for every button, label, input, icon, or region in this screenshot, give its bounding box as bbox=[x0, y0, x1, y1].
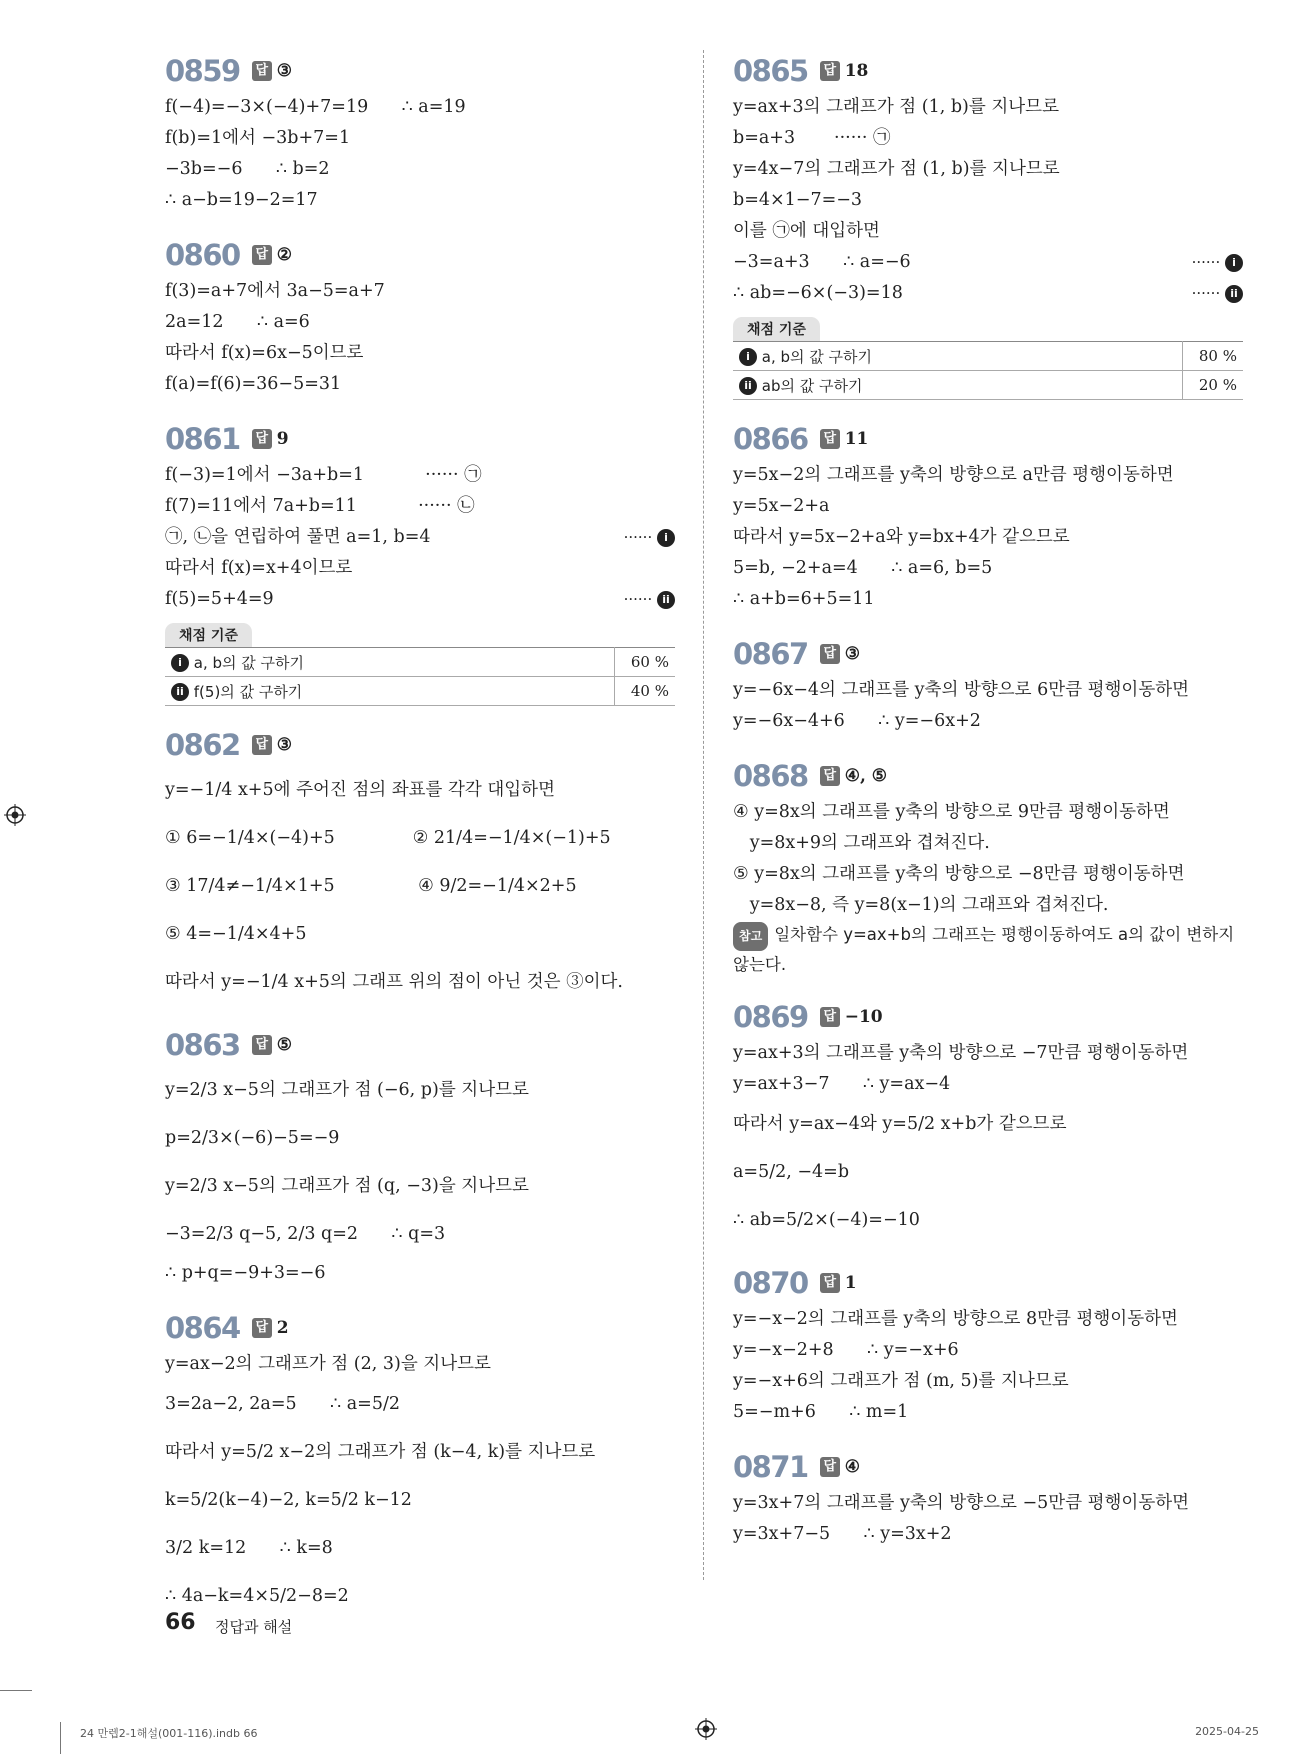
problem-header bbox=[733, 50, 1243, 92]
step-marker bbox=[1192, 278, 1243, 309]
answer-badge: 답 bbox=[252, 245, 272, 265]
solution-line bbox=[165, 958, 675, 1006]
solution-text: 이를 ㉠에 대입하면 bbox=[733, 221, 880, 241]
answer-value: ⑤ bbox=[276, 1035, 292, 1055]
solution-text: k=5/2(k−4)−2, k=5/2 k−12 bbox=[165, 1490, 412, 1510]
solution-text: b=a+3 ······ ㉠ bbox=[733, 128, 891, 148]
problem-number: 0862 bbox=[165, 728, 240, 762]
grading-row bbox=[165, 648, 675, 677]
solution-line bbox=[165, 766, 675, 814]
solution-line bbox=[165, 1428, 675, 1476]
solution-line bbox=[165, 1380, 675, 1428]
step-dots: ······ bbox=[1191, 253, 1221, 271]
solution-text: −3b=−6 ∴ b=2 bbox=[165, 159, 330, 179]
grading-criteria bbox=[733, 317, 1243, 400]
solution-line bbox=[733, 1196, 1243, 1244]
solution-text: f(a)=f(6)=36−5=31 bbox=[165, 374, 342, 394]
crop-mark bbox=[60, 1722, 61, 1754]
crop-mark bbox=[0, 1690, 32, 1691]
solution-text: y=2/3 x−5의 그래프가 점 (q, −3)을 지나므로 bbox=[165, 1176, 529, 1196]
step-marker bbox=[624, 522, 675, 553]
problem-header bbox=[165, 1307, 675, 1349]
problem-block bbox=[165, 724, 675, 1006]
solution-line bbox=[165, 1210, 675, 1258]
step-marker bbox=[624, 584, 675, 615]
solution-line bbox=[165, 910, 675, 958]
solution-line bbox=[733, 278, 1243, 309]
solution-text: 3=2a−2, 2a=5 ∴ a=5/2 bbox=[165, 1394, 400, 1414]
solution-line bbox=[733, 92, 1243, 123]
solution-line bbox=[733, 797, 1243, 828]
step-label: ii bbox=[657, 591, 675, 609]
solution-text: y=3x+7−5 ∴ y=3x+2 bbox=[733, 1524, 952, 1544]
solution-line bbox=[165, 92, 675, 123]
problem-number: 0867 bbox=[733, 637, 808, 671]
solution-line bbox=[165, 491, 675, 522]
solution-line bbox=[165, 1114, 675, 1162]
solution-line bbox=[733, 185, 1243, 216]
solution-line bbox=[733, 1038, 1243, 1069]
step-dots: ······ bbox=[1191, 284, 1221, 302]
problem-number: 0869 bbox=[733, 1000, 808, 1034]
solution-text: y=3x+7의 그래프를 y축의 방향으로 −5만큼 평행이동하면 bbox=[733, 1493, 1190, 1513]
answer-badge: 답 bbox=[820, 644, 840, 664]
grading-row bbox=[165, 677, 675, 706]
answer-value: ③ bbox=[276, 735, 292, 755]
solution-line bbox=[733, 522, 1243, 553]
answer-value: ③ bbox=[844, 644, 860, 664]
solution-text: y=−x+6의 그래프가 점 (m, 5)를 지나므로 bbox=[733, 1371, 1069, 1391]
solution-text: y=−6x−4+6 ∴ y=−6x+2 bbox=[733, 711, 981, 731]
grading-title: 채점 기준 bbox=[733, 317, 820, 341]
solution-line bbox=[165, 1524, 675, 1572]
solution-line bbox=[165, 553, 675, 584]
solution-text: y=8x+9의 그래프와 겹쳐진다. bbox=[733, 833, 990, 853]
solution-text: y=ax+3−7 ∴ y=ax−4 bbox=[733, 1074, 951, 1094]
print-slug-file: 24 만렙2-1해설(001-116).indb 66 bbox=[80, 1727, 258, 1740]
grading-row bbox=[733, 342, 1243, 371]
problem-number: 0871 bbox=[733, 1450, 808, 1484]
step-label: i bbox=[171, 654, 189, 672]
criterion-text: f(5)의 값 구하기 bbox=[193, 682, 303, 701]
reference-note bbox=[733, 921, 1243, 978]
left-column bbox=[165, 50, 675, 1638]
solution-text: ㉠, ㉡을 연립하여 풀면 a=1, b=4 bbox=[165, 527, 431, 547]
problem-header bbox=[733, 996, 1243, 1038]
solution-line bbox=[165, 1162, 675, 1210]
solution-line bbox=[165, 460, 675, 491]
grading-table bbox=[733, 341, 1243, 400]
step-label: i bbox=[1225, 254, 1243, 272]
answer-badge: 답 bbox=[252, 735, 272, 755]
problem-block bbox=[165, 1024, 675, 1289]
grading-percent: 80 % bbox=[1183, 342, 1244, 371]
answer-badge: 답 bbox=[820, 1273, 840, 1293]
problem-block bbox=[733, 633, 1243, 737]
solution-line bbox=[733, 1335, 1243, 1366]
solution-text: f(b)=1에서 −3b+7=1 bbox=[165, 128, 351, 148]
solution-text: f(−3)=1에서 −3a+b=1 ······ ㉠ bbox=[165, 465, 482, 485]
solution-text: y=8x−8, 즉 y=8(x−1)의 그래프와 겹쳐진다. bbox=[733, 895, 1109, 915]
solution-text: b=4×1−7=−3 bbox=[733, 190, 863, 210]
step-label: i bbox=[739, 348, 757, 366]
answer-badge: 답 bbox=[820, 61, 840, 81]
problem-number: 0870 bbox=[733, 1266, 808, 1300]
solution-text: ∴ ab=−6×(−3)=18 bbox=[733, 283, 903, 303]
answer-badge: 답 bbox=[820, 429, 840, 449]
answer-value: −10 bbox=[844, 1007, 883, 1027]
problem-block bbox=[733, 50, 1243, 400]
solution-text: y=−x−2의 그래프를 y축의 방향으로 8만큼 평행이동하면 bbox=[733, 1309, 1178, 1329]
solution-text: ∴ p+q=−9+3=−6 bbox=[165, 1263, 326, 1283]
problem-number: 0864 bbox=[165, 1311, 240, 1345]
grading-criterion bbox=[733, 342, 1183, 371]
page-section-label: 정답과 해설 bbox=[215, 1618, 293, 1636]
solution-line bbox=[733, 154, 1243, 185]
problem-number: 0859 bbox=[165, 54, 240, 88]
answer-value: 1 bbox=[844, 1273, 857, 1293]
problem-number: 0860 bbox=[165, 238, 240, 272]
step-label: ii bbox=[739, 377, 757, 395]
answer-value: 2 bbox=[276, 1318, 289, 1338]
answer-value: ④ bbox=[844, 1457, 860, 1477]
solution-text: y=4x−7의 그래프가 점 (1, b)를 지나므로 bbox=[733, 159, 1060, 179]
solution-line bbox=[733, 859, 1243, 890]
problem-header bbox=[733, 418, 1243, 460]
solution-text: 3/2 k=12 ∴ k=8 bbox=[165, 1538, 333, 1558]
problem-block bbox=[733, 1446, 1243, 1550]
criterion-text: a, b의 값 구하기 bbox=[761, 347, 873, 366]
solution-text: y=2/3 x−5의 그래프가 점 (−6, p)를 지나므로 bbox=[165, 1080, 529, 1100]
registration-mark-icon bbox=[695, 1718, 717, 1740]
problem-header bbox=[733, 633, 1243, 675]
solution-line bbox=[165, 522, 675, 553]
solution-text: y=−1/4 x+5에 주어진 점의 좌표를 각각 대입하면 bbox=[165, 780, 555, 800]
problem-block bbox=[733, 418, 1243, 615]
answer-badge: 답 bbox=[252, 1035, 272, 1055]
problem-block bbox=[733, 996, 1243, 1244]
answer-value: ③ bbox=[276, 61, 292, 81]
problem-header bbox=[733, 1262, 1243, 1304]
grading-criteria bbox=[165, 623, 675, 706]
step-label: ii bbox=[171, 683, 189, 701]
problem-block bbox=[165, 1307, 675, 1620]
solution-text: ⑤ 4=−1/4×4+5 bbox=[165, 924, 307, 944]
solution-line bbox=[165, 1258, 675, 1289]
problem-number: 0868 bbox=[733, 759, 808, 793]
solution-text: f(3)=a+7에서 3a−5=a+7 bbox=[165, 281, 385, 301]
solution-text: −3=a+3 ∴ a=−6 bbox=[733, 252, 911, 272]
solution-text: y=−x−2+8 ∴ y=−x+6 bbox=[733, 1340, 959, 1360]
column-divider bbox=[703, 50, 704, 1580]
solution-text: 따라서 y=5/2 x−2의 그래프가 점 (k−4, k)를 지나므로 bbox=[165, 1442, 596, 1462]
solution-line bbox=[733, 553, 1243, 584]
solution-line bbox=[733, 460, 1243, 491]
problem-block bbox=[165, 418, 675, 706]
solution-line bbox=[733, 890, 1243, 921]
problem-block bbox=[733, 755, 1243, 978]
solution-text: ① 6=−1/4×(−4)+5 ② 21/4=−1/4×(−1)+5 bbox=[165, 828, 611, 848]
solution-line bbox=[165, 369, 675, 400]
solution-text: y=−6x−4의 그래프를 y축의 방향으로 6만큼 평행이동하면 bbox=[733, 680, 1190, 700]
step-label: i bbox=[657, 529, 675, 547]
step-dots: ······ bbox=[623, 528, 653, 546]
answer-value: 9 bbox=[276, 429, 289, 449]
solution-text: 따라서 f(x)=x+4이므로 bbox=[165, 558, 353, 578]
solution-line bbox=[165, 584, 675, 615]
problem-block bbox=[733, 1262, 1243, 1428]
grading-row bbox=[733, 371, 1243, 400]
grading-table bbox=[165, 647, 675, 706]
answer-badge: 답 bbox=[252, 429, 272, 449]
solution-text: ④ y=8x의 그래프를 y축의 방향으로 9만큼 평행이동하면 bbox=[733, 802, 1170, 822]
solution-text: 5=−m+6 ∴ m=1 bbox=[733, 1402, 909, 1422]
solution-text: ∴ a−b=19−2=17 bbox=[165, 190, 318, 210]
solution-line bbox=[733, 675, 1243, 706]
problem-number: 0865 bbox=[733, 54, 808, 88]
step-dots: ······ bbox=[623, 590, 653, 608]
step-marker bbox=[1192, 247, 1243, 278]
problem-number: 0866 bbox=[733, 422, 808, 456]
grading-percent: 60 % bbox=[615, 648, 676, 677]
criterion-text: ab의 값 구하기 bbox=[761, 376, 863, 395]
grading-criterion bbox=[165, 677, 615, 706]
grading-criterion bbox=[165, 648, 615, 677]
answer-value: 18 bbox=[844, 61, 869, 81]
problem-header bbox=[165, 234, 675, 276]
problem-block bbox=[165, 234, 675, 400]
solution-text: y=ax+3의 그래프를 y축의 방향으로 −7만큼 평행이동하면 bbox=[733, 1043, 1189, 1063]
solution-line bbox=[733, 1304, 1243, 1335]
solution-line bbox=[733, 216, 1243, 247]
solution-line bbox=[165, 814, 675, 862]
solution-text: 2a=12 ∴ a=6 bbox=[165, 312, 310, 332]
answer-value: 11 bbox=[844, 429, 869, 449]
registration-mark-icon bbox=[4, 804, 26, 826]
solution-line bbox=[733, 1366, 1243, 1397]
solution-line bbox=[165, 862, 675, 910]
solution-line bbox=[165, 1572, 675, 1620]
answer-badge: 답 bbox=[820, 1457, 840, 1477]
solution-text: ③ 17/4≠−1/4×1+5 ④ 9/2=−1/4×2+5 bbox=[165, 876, 577, 896]
solution-text: 5=b, −2+a=4 ∴ a=6, b=5 bbox=[733, 558, 993, 578]
solution-line bbox=[165, 185, 675, 216]
problem-number: 0861 bbox=[165, 422, 240, 456]
solution-line bbox=[733, 247, 1243, 278]
note-text: 일차함수 y=ax+b의 그래프는 평행이동하여도 a의 값이 변하지 않는다. bbox=[733, 925, 1235, 974]
criterion-text: a, b의 값 구하기 bbox=[193, 653, 305, 672]
solution-text: a=5/2, −4=b bbox=[733, 1162, 850, 1182]
solution-line bbox=[165, 1476, 675, 1524]
answer-badge: 답 bbox=[252, 1318, 272, 1338]
note-tag: 참고 bbox=[733, 922, 768, 951]
solution-line bbox=[165, 338, 675, 369]
solution-line bbox=[733, 491, 1243, 522]
solution-line bbox=[733, 1488, 1243, 1519]
grading-criterion bbox=[733, 371, 1183, 400]
grading-title: 채점 기준 bbox=[165, 623, 252, 647]
solution-line bbox=[733, 123, 1243, 154]
problem-number: 0863 bbox=[165, 1028, 240, 1062]
problem-header bbox=[733, 1446, 1243, 1488]
answer-badge: 답 bbox=[252, 61, 272, 81]
solution-line bbox=[165, 307, 675, 338]
solution-text: ⑤ y=8x의 그래프를 y축의 방향으로 −8만큼 평행이동하면 bbox=[733, 864, 1185, 884]
answer-value: ④, ⑤ bbox=[844, 766, 888, 786]
solution-text: ∴ 4a−k=4×5/2−8=2 bbox=[165, 1586, 349, 1606]
solution-line bbox=[733, 706, 1243, 737]
answer-value: ② bbox=[276, 245, 292, 265]
solution-text: 따라서 y=ax−4와 y=5/2 x+b가 같으므로 bbox=[733, 1114, 1067, 1134]
solution-text: 따라서 f(x)=6x−5이므로 bbox=[165, 343, 364, 363]
solution-text: 따라서 y=5x−2+a와 y=bx+4가 같으므로 bbox=[733, 527, 1070, 547]
problem-block bbox=[165, 50, 675, 216]
solution-line bbox=[733, 1519, 1243, 1550]
solution-text: p=2/3×(−6)−5=−9 bbox=[165, 1128, 340, 1148]
problem-header bbox=[165, 1024, 675, 1066]
problem-header bbox=[733, 755, 1243, 797]
solution-line bbox=[733, 1397, 1243, 1428]
problem-header bbox=[165, 724, 675, 766]
solution-line bbox=[165, 123, 675, 154]
answer-badge: 답 bbox=[820, 1007, 840, 1027]
solution-line bbox=[165, 276, 675, 307]
solution-line bbox=[165, 1066, 675, 1114]
solution-line bbox=[733, 584, 1243, 615]
problem-header bbox=[165, 418, 675, 460]
right-column bbox=[733, 50, 1243, 1568]
solution-line bbox=[733, 1100, 1243, 1148]
solution-text: f(−4)=−3×(−4)+7=19 ∴ a=19 bbox=[165, 97, 466, 117]
solution-text: f(5)=5+4=9 bbox=[165, 589, 274, 609]
grading-percent: 40 % bbox=[615, 677, 676, 706]
solution-text: −3=2/3 q−5, 2/3 q=2 ∴ q=3 bbox=[165, 1224, 446, 1244]
solution-line bbox=[733, 1148, 1243, 1196]
solution-line bbox=[165, 154, 675, 185]
solution-text: ∴ ab=5/2×(−4)=−10 bbox=[733, 1210, 920, 1230]
solution-line bbox=[165, 1349, 675, 1380]
solution-line bbox=[733, 828, 1243, 859]
solution-text: f(7)=11에서 7a+b=11 ······ ㉡ bbox=[165, 496, 475, 516]
solution-text: y=5x−2의 그래프를 y축의 방향으로 a만큼 평행이동하면 bbox=[733, 465, 1174, 485]
solution-text: y=ax−2의 그래프가 점 (2, 3)을 지나므로 bbox=[165, 1354, 491, 1374]
page-number: 66 bbox=[165, 1610, 196, 1635]
solution-text: y=ax+3의 그래프가 점 (1, b)를 지나므로 bbox=[733, 97, 1059, 117]
print-slug-date: 2025-04-25 bbox=[1195, 1725, 1259, 1738]
step-label: ii bbox=[1225, 285, 1243, 303]
solution-text: ∴ a+b=6+5=11 bbox=[733, 589, 875, 609]
solution-line bbox=[733, 1069, 1243, 1100]
solution-text: y=5x−2+a bbox=[733, 496, 830, 516]
problem-header bbox=[165, 50, 675, 92]
grading-percent: 20 % bbox=[1183, 371, 1244, 400]
answer-badge: 답 bbox=[820, 766, 840, 786]
solution-text: 따라서 y=−1/4 x+5의 그래프 위의 점이 아닌 것은 ③이다. bbox=[165, 972, 623, 992]
